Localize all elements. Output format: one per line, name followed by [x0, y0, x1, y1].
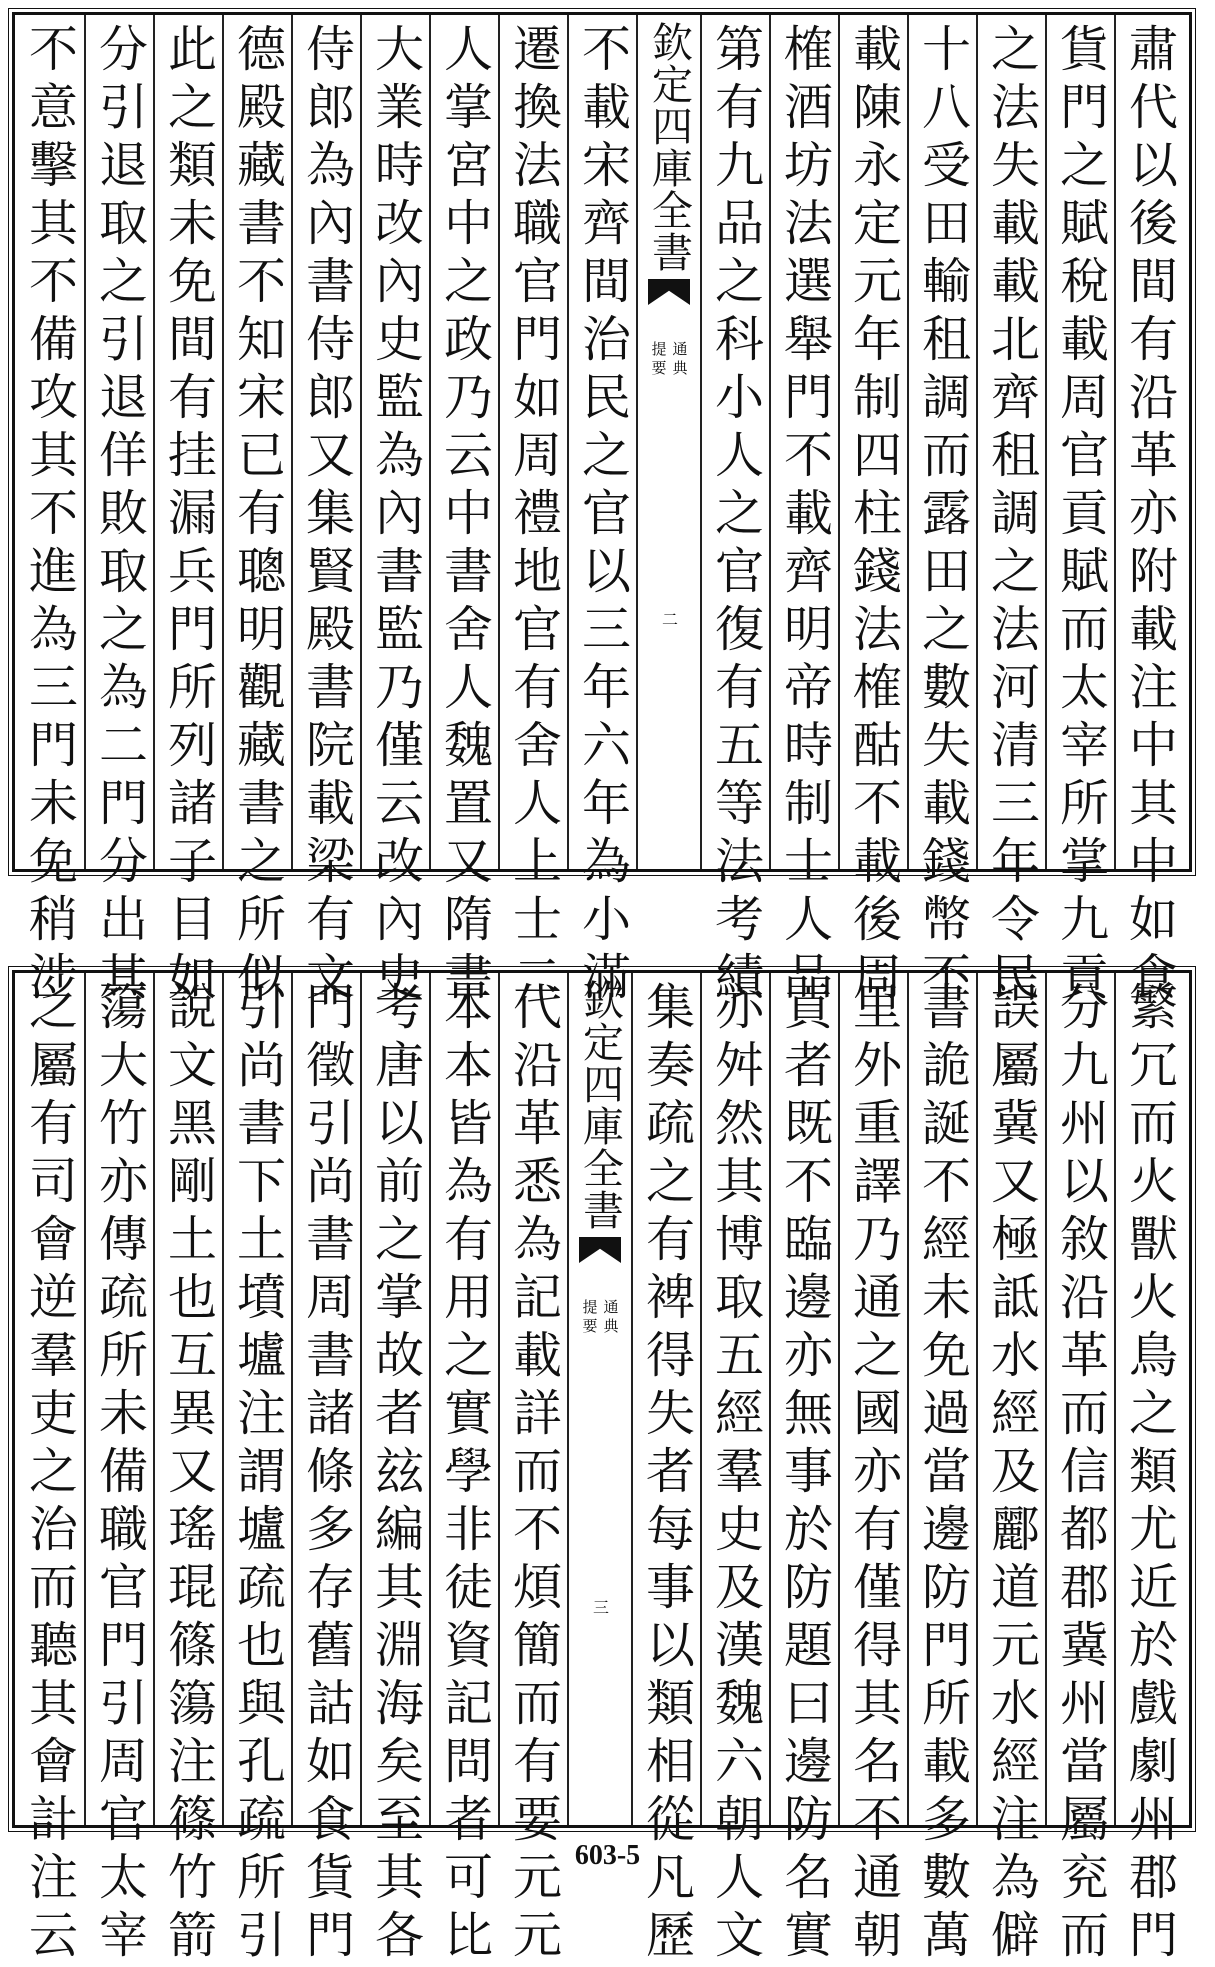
- column-text: 此之類未免間有挂漏兵門所列諸子目如: [160, 23, 218, 1009]
- text-column: [1114, 973, 1183, 1967]
- text-column: [567, 15, 636, 1009]
- text-column: [631, 973, 700, 1967]
- collection-title: 欽定四庫全書: [576, 979, 624, 1231]
- column-text: 貢者既不臨邊亦無事於防題曰邊防名實: [776, 981, 834, 1967]
- column-text: 里外重譯乃通之國亦有僅得其名不通朝: [845, 981, 903, 1967]
- text-column: [84, 15, 153, 1009]
- text-column: [498, 973, 567, 1967]
- column-text: 十八受田輸租調而露田之數失載錢幣不: [914, 23, 972, 1009]
- fishtail-mark: [579, 1237, 621, 1263]
- book-subtitle: [650, 341, 689, 379]
- column-text: 代沿革悉為記載詳而不煩簡而有要元元: [505, 981, 563, 1967]
- text-column: [291, 15, 360, 1009]
- text-column: [15, 15, 84, 1009]
- text-column: [15, 973, 84, 1967]
- column-text: 本本皆為有用之實學非徒資記問者可比: [436, 981, 494, 1967]
- column-text: 引尚書下土墳壚注謂壚疏也與孔疏所引: [229, 981, 287, 1967]
- column-text: 不意擊其不備攻其不進為三門未免稍涉: [21, 23, 79, 1009]
- column-text: 門徵引尚書周書諸條多存舊詁如食貨門: [298, 981, 356, 1967]
- text-column: [498, 15, 567, 1009]
- column-text: 集奏疏之有裨得失者每事以類相從凡歷: [638, 981, 696, 1967]
- column-text: 之屬有司會逆羣吏之治而聽其會計注云: [21, 981, 79, 1967]
- text-column: [907, 15, 976, 1009]
- text-column: [84, 973, 153, 1967]
- section-label: 提要: [649, 341, 668, 379]
- column-text: 榷酒坊法選舉門不載齊明帝時制士人品: [776, 23, 834, 1009]
- book-subtitle: [581, 1299, 620, 1337]
- column-text: 不載宋齊間治民之官以三年六年為小滿: [574, 23, 632, 1009]
- top-page: [12, 12, 1192, 1009]
- text-column: [1045, 973, 1114, 1967]
- text-column: [360, 15, 429, 1009]
- leaf-number: 三: [590, 1599, 610, 1615]
- text-column: [360, 973, 429, 1967]
- column-text: 書詭誕不經未免過當邊防門所載多數萬: [914, 981, 972, 1967]
- book-title-label: 通典: [601, 1299, 620, 1337]
- column-text: 說文黑剛土也互異又瑤琨篠簜注篠竹箭: [160, 981, 218, 1967]
- column-text: 德殿藏書不知宋已有聰明觀藏書之所似: [229, 23, 287, 1009]
- text-column: [838, 973, 907, 1967]
- text-column: [700, 973, 769, 1967]
- text-column: [153, 973, 222, 1967]
- collection-title: 欽定四庫全書: [645, 21, 693, 273]
- column-text: 亦舛然其博取五經羣史及漢魏六朝人文: [707, 981, 765, 1967]
- column-text: 第有九品之科小人之官復有五等法考績: [707, 23, 765, 1009]
- column-text: 載陳永定元年制四柱錢法榷酤不載後周: [845, 23, 903, 1009]
- column-text: 繁冗而火獸火鳥之類尤近於戲劇州郡門: [1121, 981, 1179, 1967]
- text-column: [429, 15, 498, 1009]
- text-column: [222, 15, 291, 1009]
- page-footer-number: 603-5: [574, 1840, 641, 1871]
- text-column: [769, 973, 838, 1967]
- book-title-label: 通典: [670, 341, 689, 379]
- column-text: 遷換法職官門如周禮地官有舍人上士二: [505, 23, 563, 1009]
- column-text: 考唐以前之掌故者玆編其淵海矣至其各: [367, 981, 425, 1967]
- column-text: 侍郎為內書侍郎又集賢殿書院載梁有文: [298, 23, 356, 1009]
- text-column: [291, 973, 360, 1967]
- column-text: 大業時改內史監為內書監乃僅云改內史: [367, 23, 425, 1009]
- text-column: [153, 15, 222, 1009]
- column-text: 之法失載載北齊租調之法河清三年令民: [983, 23, 1041, 1009]
- column-text: 肅代以後間有沿革亦附載注中其中如食: [1121, 23, 1179, 1009]
- text-column: [838, 15, 907, 1009]
- leaf-number: 二: [659, 611, 679, 627]
- text-column: [976, 973, 1045, 1967]
- column-text: 分九州以敘沿革而信都郡冀州當屬兖而: [1052, 981, 1110, 1967]
- text-column: [222, 973, 291, 1967]
- section-label: 提要: [580, 1299, 599, 1337]
- column-text: 誤屬冀又極詆水經及酈道元水經注為僻: [983, 981, 1041, 1967]
- text-column: [1045, 15, 1114, 1009]
- center-column: [567, 973, 631, 1825]
- text-column: [907, 973, 976, 1967]
- text-column: [700, 15, 769, 1009]
- column-text: 貨門之賦稅載周官貢賦而太宰所掌九貢: [1052, 23, 1110, 1009]
- column-text: 簜大竹亦傳疏所未備職官門引周官太宰: [91, 981, 149, 1967]
- text-column: [1114, 15, 1183, 1009]
- center-column: [636, 15, 700, 869]
- text-column: [976, 15, 1045, 1009]
- column-text: 人掌宮中之政乃云中書舍人魏置又隋書: [436, 23, 494, 1009]
- text-column: [429, 973, 498, 1967]
- text-column: [769, 15, 838, 1009]
- fishtail-mark: [648, 279, 690, 305]
- column-text: 分引退取之引退佯敗取之為二門分出其: [91, 23, 149, 1009]
